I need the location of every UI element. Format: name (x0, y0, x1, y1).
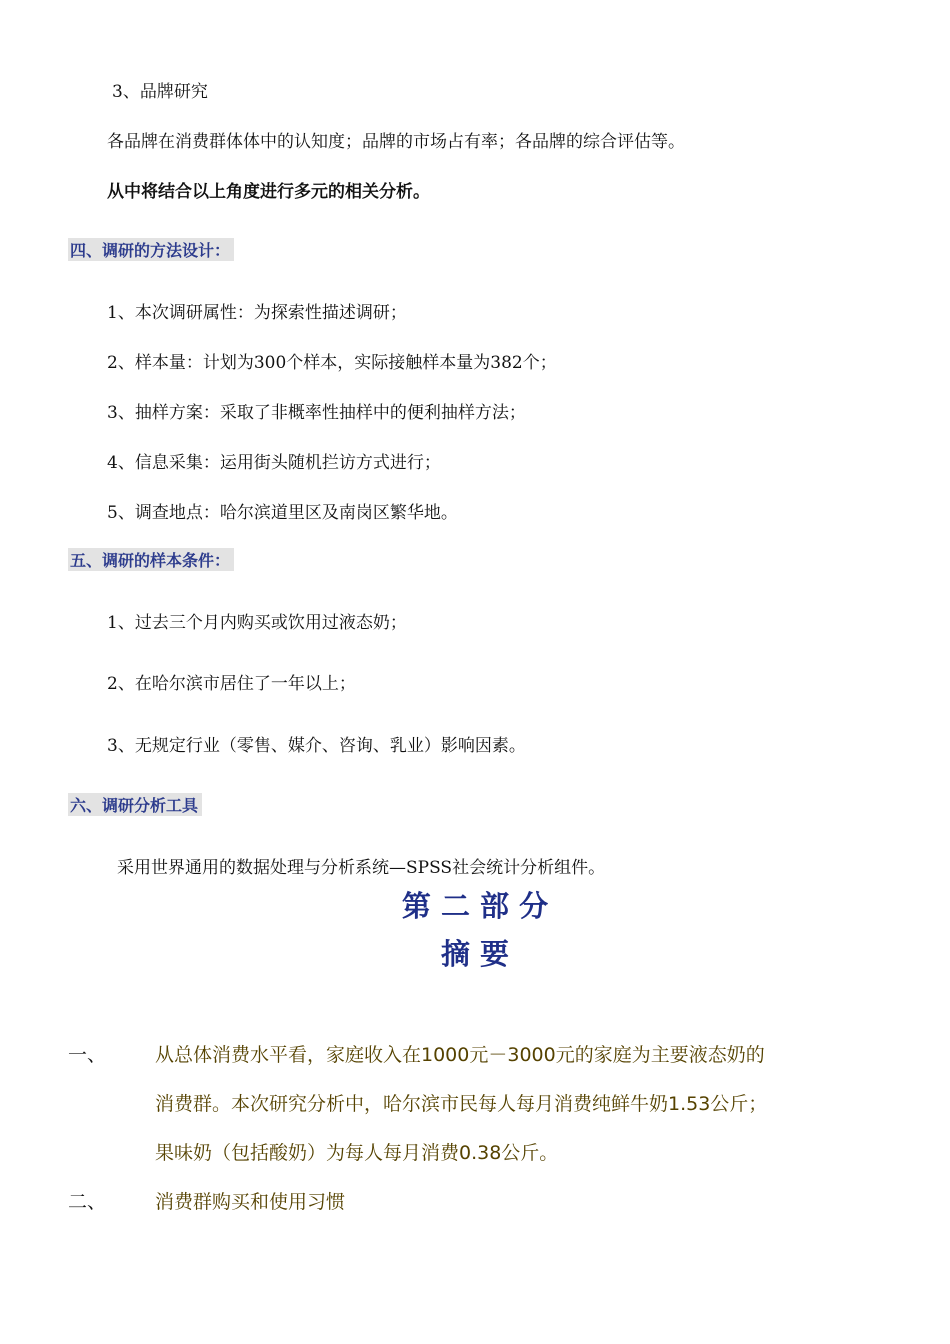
method-item: 3、抽样方案：采取了非概率性抽样中的便利抽样方法； (107, 403, 526, 423)
sample-item: 3、无规定行业（零售、媒介、咨询、乳业）影响因素。 (107, 736, 526, 756)
summary-item-line: 从总体消费水平看，家庭收入在1000元－3000元的家庭为主要液态奶的 (155, 1044, 765, 1066)
brand-research-title: 3、品牌研究 (112, 82, 208, 102)
sample-item: 1、过去三个月内购买或饮用过液态奶； (107, 613, 407, 633)
summary-item-number: 一、 (68, 1044, 107, 1066)
summary-item-line: 消费群。本次研究分析中，哈尔滨市民每人每月消费纯鲜牛奶1.53公斤； (155, 1093, 768, 1115)
analysis-conclusion: 从中将结合以上角度进行多元的相关分析。 (107, 182, 430, 202)
sample-item: 2、在哈尔滨市居住了一年以上； (107, 674, 356, 694)
part-two-title: 第 二 部 分 (401, 889, 549, 923)
summary-title: 摘 要 (440, 937, 510, 971)
method-heading: 四、调研的方法设计： (68, 238, 234, 261)
summary-item-number: 二、 (68, 1191, 107, 1213)
method-item: 4、信息采集：运用街头随机拦访方式进行； (107, 453, 441, 473)
method-item: 2、样本量：计划为300个样本，实际接触样本量为382个； (107, 353, 557, 373)
sample-heading: 五、调研的样本条件： (68, 548, 234, 571)
brand-research-desc: 各品牌在消费群体体中的认知度；品牌的市场占有率；各品牌的综合评估等。 (107, 132, 685, 152)
tool-text: 采用世界通用的数据处理与分析系统—SPSS社会统计分析组件。 (117, 858, 606, 878)
method-item: 5、调查地点：哈尔滨道里区及南岗区繁华地。 (107, 503, 458, 523)
method-item: 1、本次调研属性：为探索性描述调研； (107, 303, 407, 323)
summary-item-line: 果味奶（包括酸奶）为每人每月消费0.38公斤。 (155, 1142, 559, 1164)
tool-heading: 六、调研分析工具 (68, 793, 202, 816)
summary-item-text: 消费群购买和使用习惯 (155, 1191, 346, 1213)
